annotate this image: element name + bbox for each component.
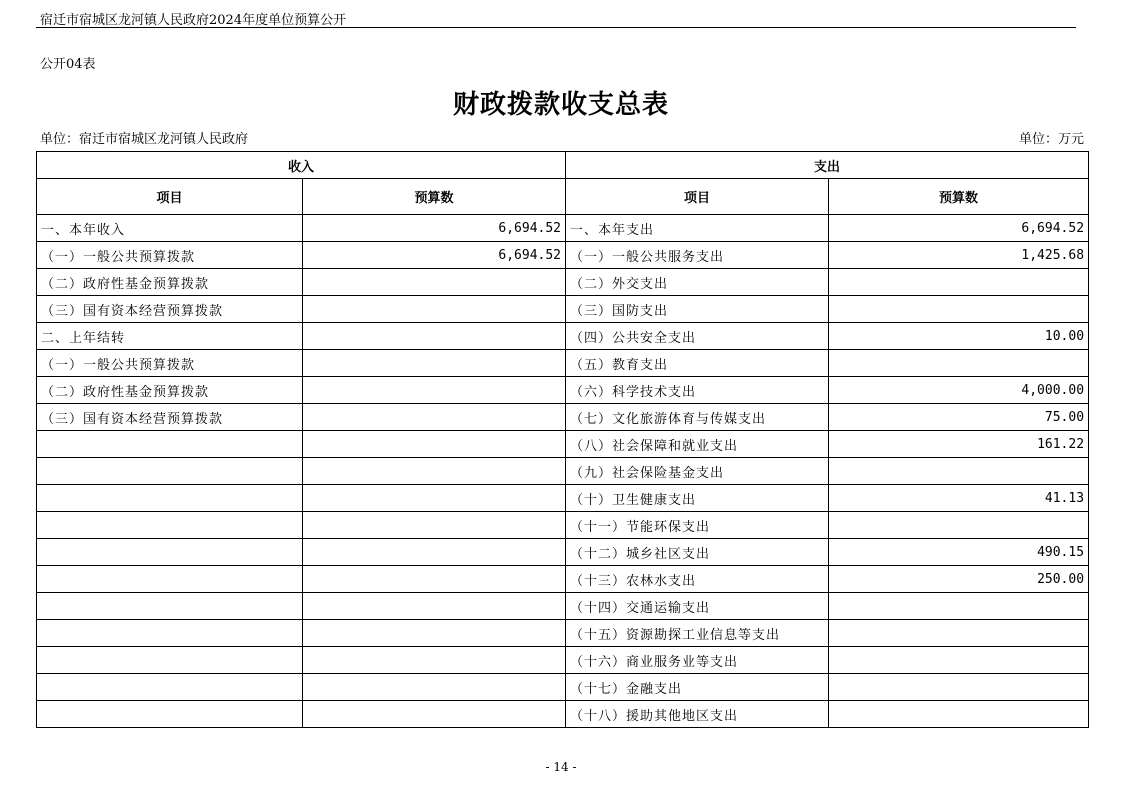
running-header: 宿迁市宿城区龙河镇人民政府2024年度单位预算公开 — [40, 13, 347, 28]
income-item-cell — [37, 647, 303, 674]
column-header-row — [37, 179, 1089, 215]
income-amount-cell: 6,694.52 — [303, 215, 566, 242]
expense-item-cell: （十七）金融支出 — [566, 674, 829, 701]
income-amount-cell — [303, 701, 566, 728]
expense-amount-cell — [829, 512, 1089, 539]
expense-amount-cell: 490.15 — [829, 539, 1089, 566]
expense-item-cell: （五）教育支出 — [566, 350, 829, 377]
expense-amount-cell: 250.00 — [829, 566, 1089, 593]
table-row — [37, 323, 1089, 350]
table-row — [37, 431, 1089, 458]
budget-table — [36, 151, 1089, 728]
income-item-column-header: 项目 — [37, 179, 303, 215]
income-amount-cell — [303, 593, 566, 620]
expense-amount-cell: 41.13 — [829, 485, 1089, 512]
expense-item-cell: （十三）农林水支出 — [566, 566, 829, 593]
income-item-cell — [37, 674, 303, 701]
unit-organization: 单位：宿迁市宿城区龙河镇人民政府 — [40, 132, 249, 147]
table-row — [37, 674, 1089, 701]
income-amount-cell — [303, 458, 566, 485]
expense-item-cell: （三）国防支出 — [566, 296, 829, 323]
table-row — [37, 566, 1089, 593]
income-item-cell: 二、上年结转 — [37, 323, 303, 350]
expense-item-cell: （一）一般公共服务支出 — [566, 242, 829, 269]
income-amount-cell: 6,694.52 — [303, 242, 566, 269]
income-item-cell: （三）国有资本经营预算拨款 — [37, 296, 303, 323]
income-amount-cell — [303, 485, 566, 512]
budget-table-body — [37, 215, 1089, 728]
expense-amount-cell: 75.00 — [829, 404, 1089, 431]
income-amount-cell — [303, 269, 566, 296]
header-rule — [36, 27, 1076, 28]
expense-amount-cell — [829, 647, 1089, 674]
table-row — [37, 377, 1089, 404]
expense-item-cell: （十四）交通运输支出 — [566, 593, 829, 620]
expense-amount-cell — [829, 350, 1089, 377]
expense-item-cell: （六）科学技术支出 — [566, 377, 829, 404]
expense-item-cell: 一、本年支出 — [566, 215, 829, 242]
income-item-cell: （二）政府性基金预算拨款 — [37, 377, 303, 404]
income-amount-cell — [303, 512, 566, 539]
income-item-cell — [37, 593, 303, 620]
income-amount-cell — [303, 620, 566, 647]
income-header: 收入 — [37, 152, 566, 179]
expense-amount-cell — [829, 296, 1089, 323]
expense-amount-cell: 10.00 — [829, 323, 1089, 350]
expense-item-cell: （十）卫生健康支出 — [566, 485, 829, 512]
table-code: 公开04表 — [40, 57, 96, 72]
income-item-cell — [37, 431, 303, 458]
table-row — [37, 620, 1089, 647]
expense-item-cell: （四）公共安全支出 — [566, 323, 829, 350]
expense-item-cell: （七）文化旅游体育与传媒支出 — [566, 404, 829, 431]
income-amount-column-header: 预算数 — [303, 179, 566, 215]
expense-amount-cell: 161.22 — [829, 431, 1089, 458]
income-item-cell: （三）国有资本经营预算拨款 — [37, 404, 303, 431]
income-amount-cell — [303, 431, 566, 458]
expense-item-cell: （十五）资源勘探工业信息等支出 — [566, 620, 829, 647]
table-row — [37, 647, 1089, 674]
expense-header: 支出 — [566, 152, 1089, 179]
expense-item-cell: （十一）节能环保支出 — [566, 512, 829, 539]
table-row — [37, 701, 1089, 728]
income-item-cell — [37, 485, 303, 512]
table-row — [37, 593, 1089, 620]
table-row — [37, 512, 1089, 539]
income-amount-cell — [303, 674, 566, 701]
income-item-cell — [37, 512, 303, 539]
income-item-cell: （二）政府性基金预算拨款 — [37, 269, 303, 296]
income-item-cell: 一、本年收入 — [37, 215, 303, 242]
unit-currency: 单位：万元 — [1018, 132, 1084, 147]
income-item-cell — [37, 620, 303, 647]
page-number: - 14 - — [545, 760, 577, 774]
income-amount-cell — [303, 323, 566, 350]
income-item-cell — [37, 701, 303, 728]
income-amount-cell — [303, 647, 566, 674]
income-item-cell — [37, 458, 303, 485]
income-amount-cell — [303, 296, 566, 323]
expense-amount-cell — [829, 593, 1089, 620]
expense-item-cell: （十二）城乡社区支出 — [566, 539, 829, 566]
income-item-cell: （一）一般公共预算拨款 — [37, 242, 303, 269]
table-row — [37, 296, 1089, 323]
income-item-cell — [37, 539, 303, 566]
income-amount-cell — [303, 539, 566, 566]
expense-amount-cell — [829, 701, 1089, 728]
table-row — [37, 404, 1089, 431]
expense-item-cell: （十六）商业服务业等支出 — [566, 647, 829, 674]
expense-amount-cell: 6,694.52 — [829, 215, 1089, 242]
table-row — [37, 215, 1089, 242]
table-row — [37, 350, 1089, 377]
income-amount-cell — [303, 566, 566, 593]
table-row — [37, 539, 1089, 566]
expense-amount-cell: 1,425.68 — [829, 242, 1089, 269]
expense-amount-cell — [829, 458, 1089, 485]
group-header-row — [37, 152, 1089, 179]
page-title: 财政拨款收支总表 — [452, 90, 669, 120]
income-amount-cell — [303, 377, 566, 404]
expense-item-cell: （十八）援助其他地区支出 — [566, 701, 829, 728]
expense-amount-cell: 4,000.00 — [829, 377, 1089, 404]
income-item-cell: （一）一般公共预算拨款 — [37, 350, 303, 377]
expense-amount-column-header: 预算数 — [829, 179, 1089, 215]
expense-amount-cell — [829, 674, 1089, 701]
expense-item-cell: （九）社会保险基金支出 — [566, 458, 829, 485]
table-row — [37, 485, 1089, 512]
table-row — [37, 458, 1089, 485]
expense-item-column-header: 项目 — [566, 179, 829, 215]
expense-amount-cell — [829, 620, 1089, 647]
table-row — [37, 242, 1089, 269]
expense-item-cell: （八）社会保障和就业支出 — [566, 431, 829, 458]
expense-item-cell: （二）外交支出 — [566, 269, 829, 296]
income-amount-cell — [303, 404, 566, 431]
table-row — [37, 269, 1089, 296]
income-item-cell — [37, 566, 303, 593]
income-amount-cell — [303, 350, 566, 377]
expense-amount-cell — [829, 269, 1089, 296]
